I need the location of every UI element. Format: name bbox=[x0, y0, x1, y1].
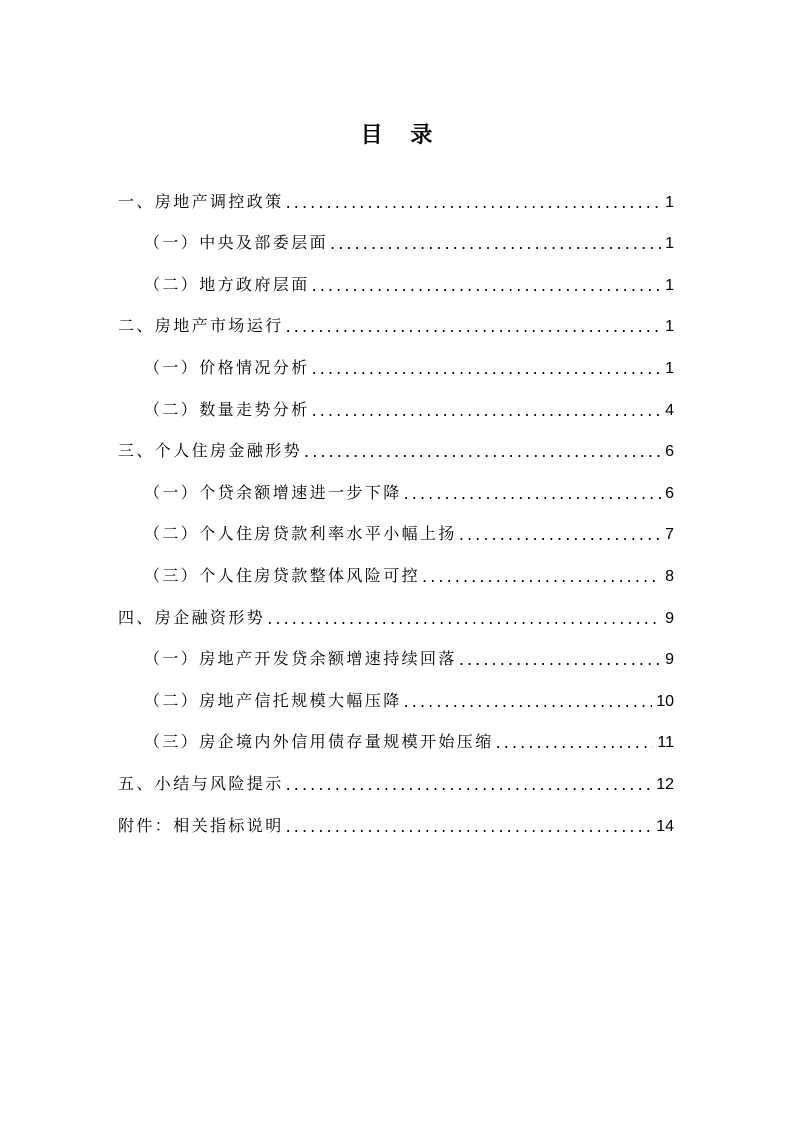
toc-entry[interactable] bbox=[118, 677, 674, 719]
toc-entry-page: 10 bbox=[656, 692, 674, 710]
toc-entry-page: 8 bbox=[665, 567, 674, 585]
toc-entry-page: 11 bbox=[657, 734, 674, 752]
toc-entry[interactable] bbox=[118, 719, 674, 761]
toc-entry-page: 9 bbox=[665, 609, 674, 627]
table-of-contents bbox=[118, 178, 674, 844]
toc-entry[interactable] bbox=[118, 802, 674, 844]
toc-entry-page: 7 bbox=[665, 526, 674, 544]
toc-leader-dots bbox=[304, 442, 661, 461]
toc-entry[interactable] bbox=[118, 552, 674, 594]
toc-leader-dots bbox=[267, 609, 661, 628]
toc-entry-page: 6 bbox=[665, 484, 674, 502]
toc-entry-label: 四、房企融资形势 bbox=[118, 607, 266, 627]
toc-entry[interactable] bbox=[118, 469, 674, 511]
toc-entry-label: （二）个人住房贷款利率水平小幅上扬 bbox=[144, 524, 457, 544]
toc-leader-dots bbox=[404, 484, 661, 503]
toc-entry-page: 1 bbox=[665, 276, 674, 294]
toc-entry-label: （一）个贷余额增速进一步下降 bbox=[144, 482, 402, 502]
toc-leader-dots bbox=[422, 567, 661, 586]
toc-leader-dots bbox=[286, 817, 653, 836]
toc-leader-dots bbox=[404, 692, 653, 711]
toc-entry-page: 1 bbox=[665, 318, 674, 336]
toc-entry-page: 14 bbox=[656, 817, 674, 835]
toc-entry[interactable] bbox=[118, 428, 674, 470]
toc-entry-label: （一）中央及部委层面 bbox=[144, 233, 329, 253]
toc-leader-dots bbox=[286, 775, 653, 794]
toc-entry-page: 1 bbox=[665, 193, 674, 211]
toc-entry-page: 12 bbox=[656, 775, 674, 793]
toc-entry-page: 9 bbox=[665, 651, 674, 669]
toc-entry-label: （三）个人住房贷款整体风险可控 bbox=[144, 565, 421, 585]
toc-entry-page: 6 bbox=[665, 443, 674, 461]
toc-entry[interactable] bbox=[118, 303, 674, 345]
toc-entry-label: 二、房地产市场运行 bbox=[118, 316, 284, 336]
toc-entry-label: （一）价格情况分析 bbox=[144, 357, 310, 377]
toc-entry-page: 1 bbox=[665, 235, 674, 253]
toc-entry[interactable] bbox=[118, 511, 674, 553]
toc-leader-dots bbox=[312, 401, 661, 420]
toc-entry-label: 附件：相关指标说明 bbox=[118, 815, 284, 835]
toc-leader-dots bbox=[312, 359, 661, 378]
toc-entry[interactable] bbox=[118, 636, 674, 678]
toc-leader-dots bbox=[330, 234, 661, 253]
toc-leader-dots bbox=[286, 317, 661, 336]
toc-entry[interactable] bbox=[118, 220, 674, 262]
toc-leader-dots bbox=[459, 650, 661, 669]
toc-leader-dots bbox=[286, 193, 661, 212]
toc-entry-label: （二）地方政府层面 bbox=[144, 274, 310, 294]
toc-entry-page: 4 bbox=[665, 401, 674, 419]
toc-entry-label: 一、房地产调控政策 bbox=[118, 191, 284, 211]
toc-entry[interactable] bbox=[118, 344, 674, 386]
toc-leader-dots bbox=[459, 525, 661, 544]
toc-entry-label: （二）数量走势分析 bbox=[144, 399, 310, 419]
toc-entry[interactable] bbox=[118, 386, 674, 428]
toc-leader-dots bbox=[496, 733, 654, 752]
toc-entry-label: 五、小结与风险提示 bbox=[118, 773, 284, 793]
toc-entry-label: （三）房企境内外信用债存量规模开始压缩 bbox=[144, 732, 494, 752]
toc-entry-label: （二）房地产信托规模大幅压降 bbox=[144, 690, 402, 710]
toc-entry-label: 三、个人住房金融形势 bbox=[118, 441, 303, 461]
toc-title: 目 录 bbox=[360, 123, 443, 148]
toc-leader-dots bbox=[312, 276, 661, 295]
toc-entry[interactable] bbox=[118, 760, 674, 802]
toc-entry[interactable] bbox=[118, 178, 674, 220]
toc-entry[interactable] bbox=[118, 261, 674, 303]
toc-entry[interactable] bbox=[118, 594, 674, 636]
toc-entry-page: 1 bbox=[665, 359, 674, 377]
toc-entry-label: （一）房地产开发贷余额增速持续回落 bbox=[144, 649, 457, 669]
